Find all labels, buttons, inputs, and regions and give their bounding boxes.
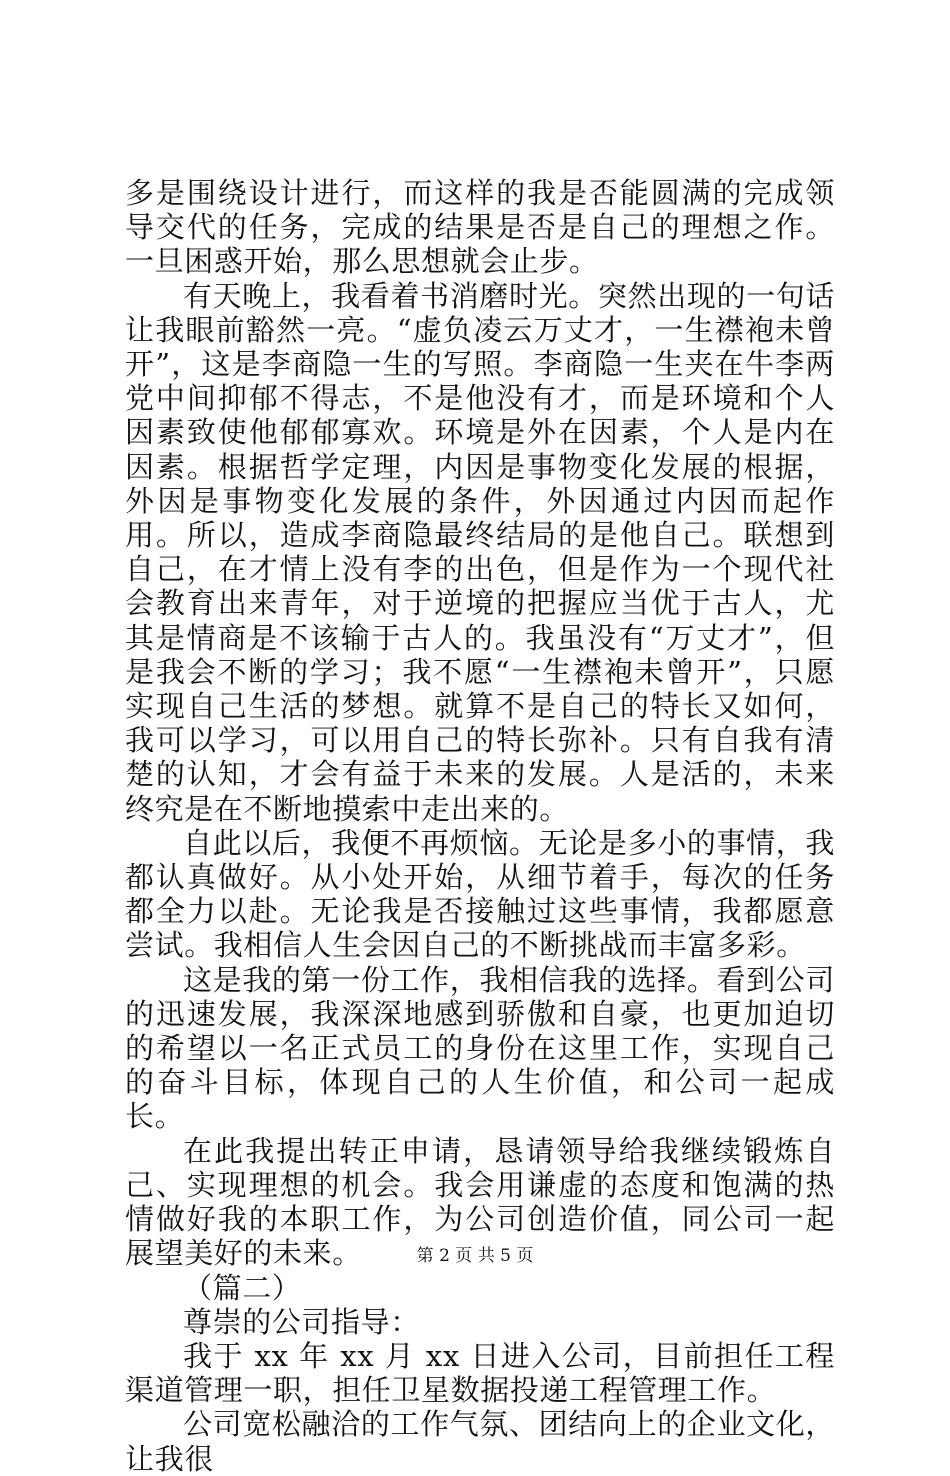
document-body: [125, 176, 835, 1476]
paragraph: 公司宽松融洽的工作气氛、团结向上的企业文化，让我很: [125, 1407, 835, 1476]
paragraph: 有天晚上，我看着书消磨时光。突然出现的一句话让我眼前豁然一亮。“虚负凌云万丈才，一生襟袍未曾开”，这是李商隐一生的写照。李商隐一生夹在牛李两党中间抑郁不得志，不是他没有才，而是环境和个人因素致使他郁郁寡欢。环境是外在因素，个人是内在因素。根据哲学定理，内因是事物变化发展的根据，外因是事物变化发展的条件，外因通过内因而起作用。所以，造成李商隐最终结局的是他自己。联想到自己，在才情上没有李的出色，但是作为一个现代社会教育出来青年，对于逆境的把握应当优于古人，尤其是情商是不该输于古人的。我虽没有“万丈才”，但是我会不断的学习；我不愿“一生襟袍未曾开”，只愿实现自己生活的梦想。就算不是自己的特长又如何，我可以学习，可以用自己的特长弥补。只有自我有清楚的认知，才会有益于未来的发展。人是活的，未来终究是在不断地摸索中走出来的。: [125, 278, 835, 826]
paragraph: 这是我的第一份工作，我相信我的选择。看到公司的迅速发展，我深深地感到骄傲和自豪，也更加迫切的希望以一名正式员工的身份在这里工作，实现自己的奋斗目标，体现自己的人生价值，和公司一起成长。: [125, 962, 835, 1134]
paragraph: 在此我提出转正申请，恳请领导给我继续锻炼自己、实现理想的机会。我会用谦虚的态度和饱满的热情做好我的本职工作，为公司创造价值，同公司一起展望美好的未来。: [125, 1133, 835, 1271]
paragraph: 自此以后，我便不再烦恼。无论是多小的事情，我都认真做好。从小处开始，从细节着手，每次的任务都全力以赴。无论我是否接触过这些事情，我都愿意尝试。我相信人生会因自己的不断挑战而丰富多彩。: [125, 825, 835, 963]
paragraph: 多是围绕设计进行，而这样的我是否能圆满的完成领导交代的任务，完成的结果是否是自己的理想之作。一旦困惑开始，那么思想就会止步。: [125, 176, 835, 279]
page-footer: [0, 1246, 950, 1266]
paragraph: 我于 xx 年 xx 月 xx 日进入公司，目前担任工程渠道管理一职，担任卫星数据投递工程管理工作。: [125, 1338, 835, 1408]
page-number: 第 2 页 共 5 页: [416, 1246, 534, 1266]
section-heading: （篇二）: [183, 1270, 302, 1305]
salutation: 尊崇的公司指导：: [183, 1304, 420, 1339]
